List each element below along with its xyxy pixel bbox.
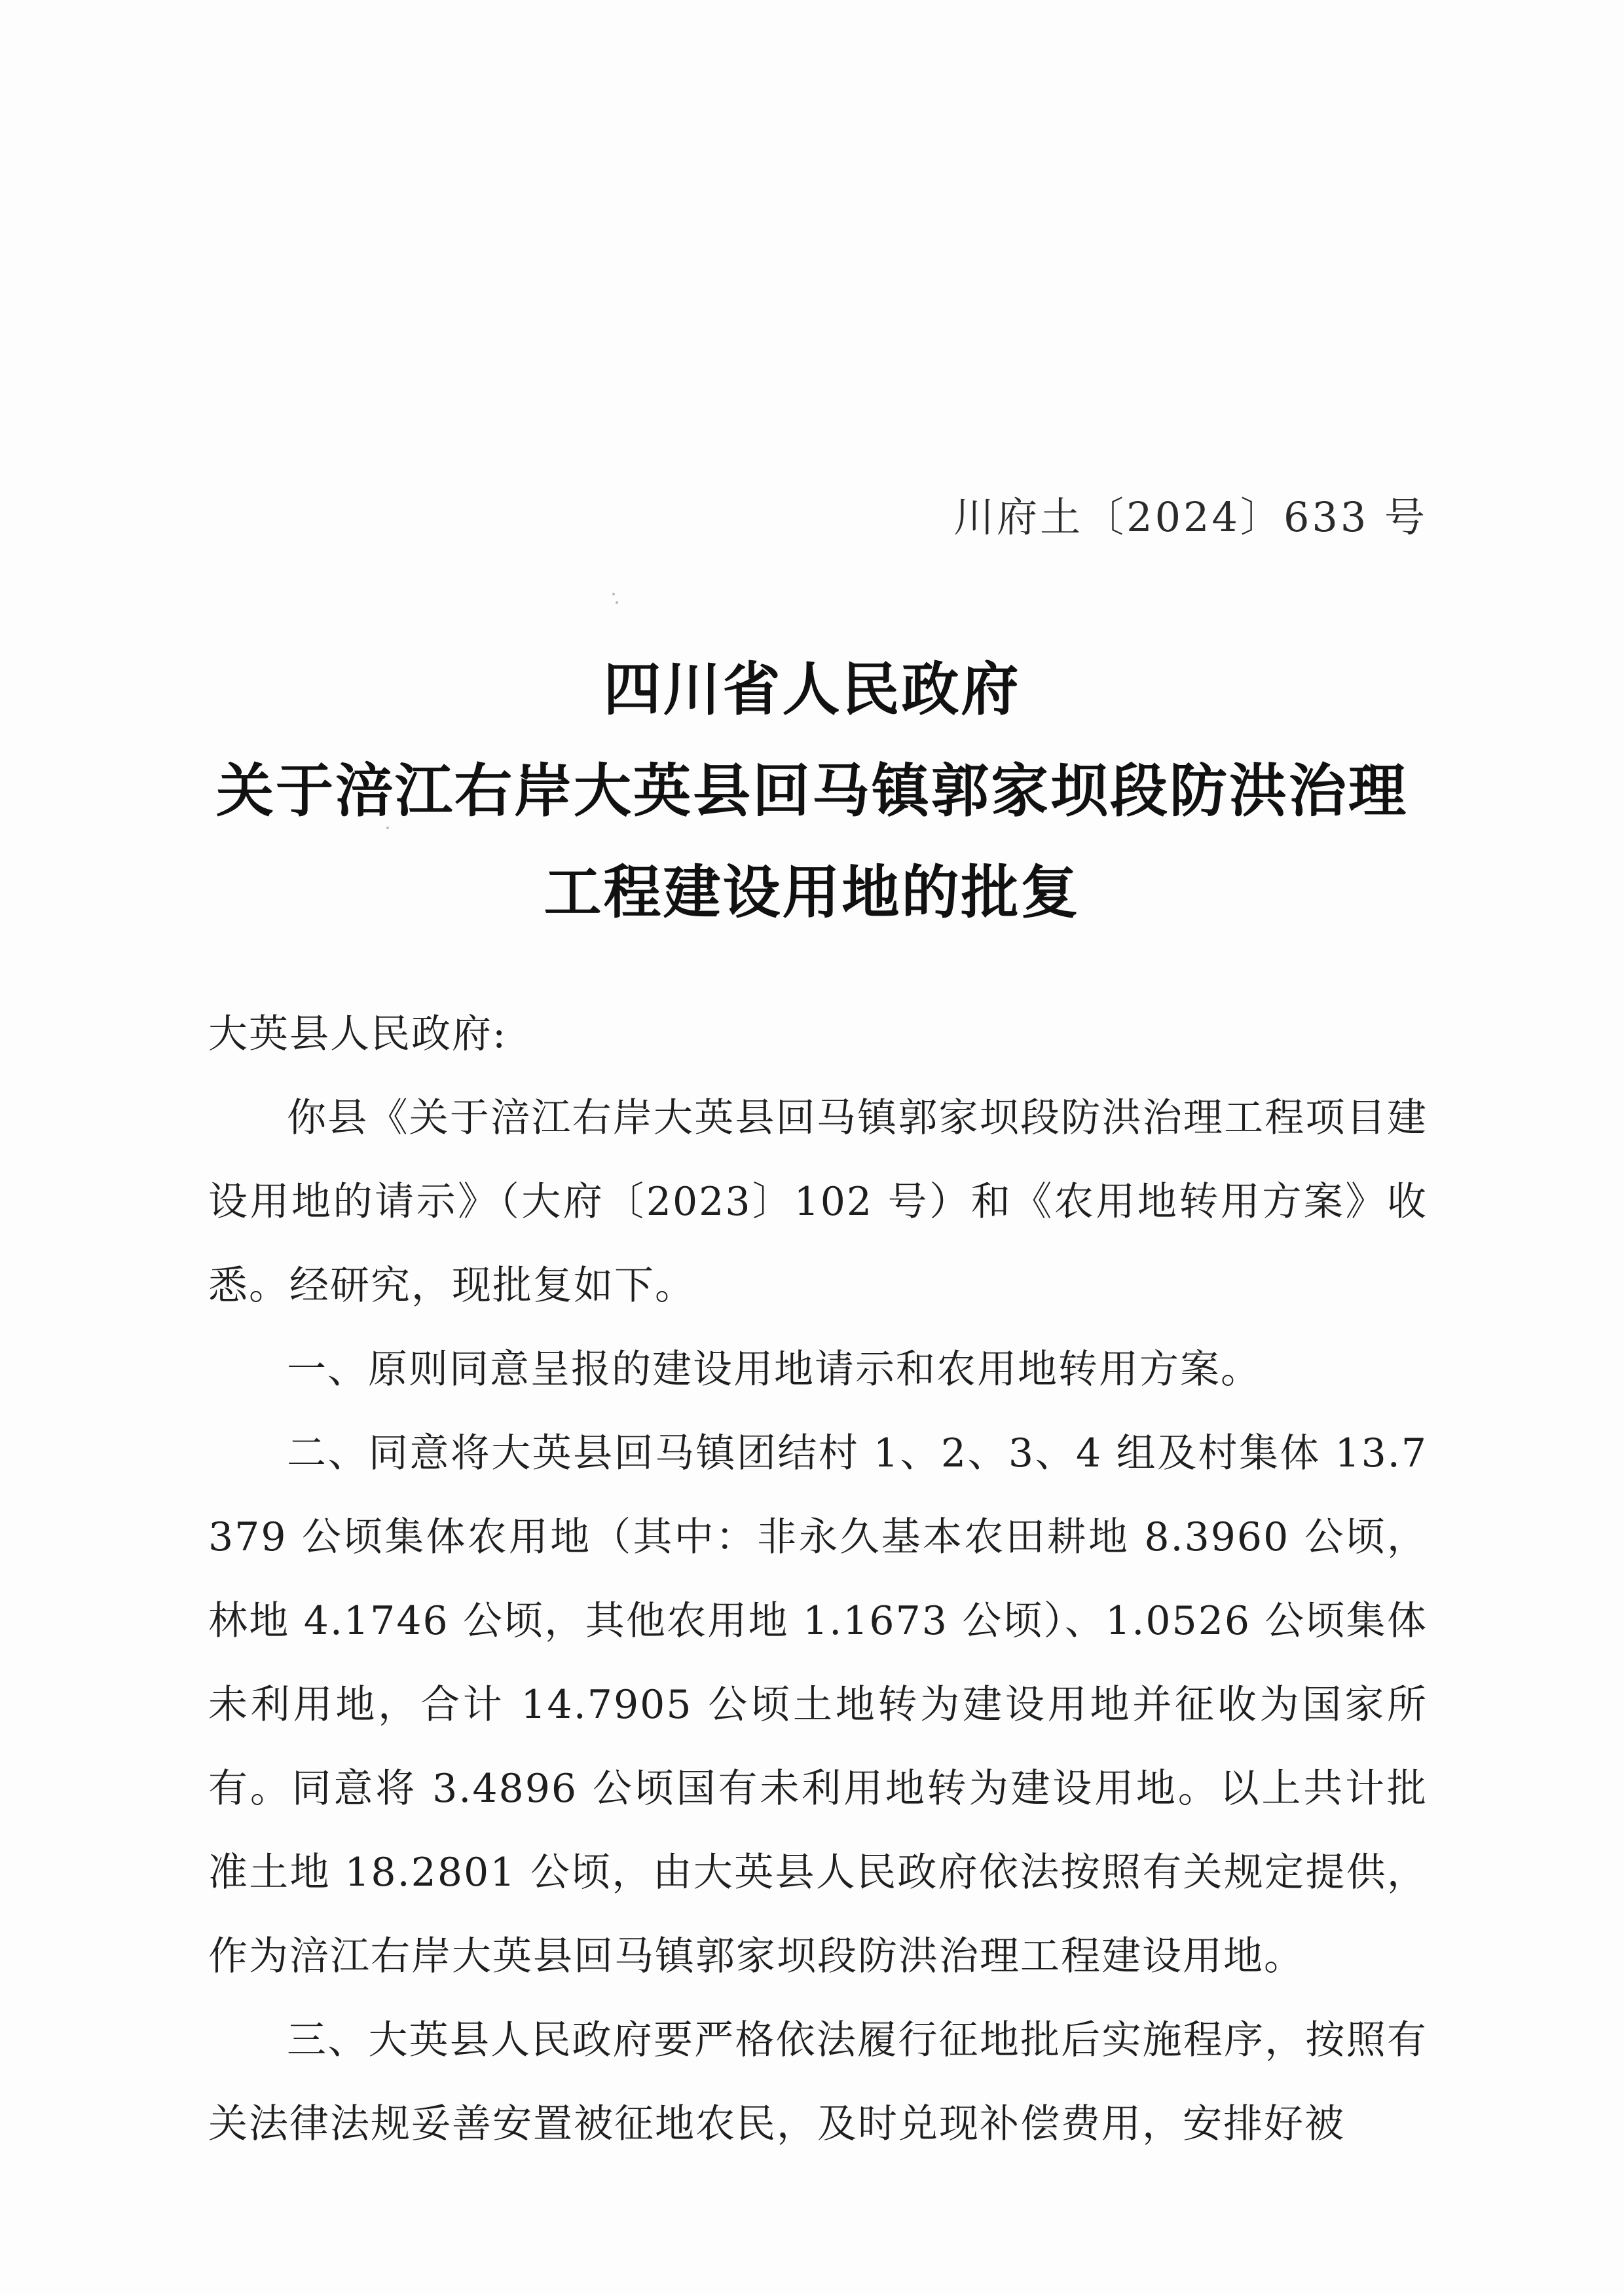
title-line-2: 关于涪江右岸大英县回马镇郭家坝段防洪治理 [215,757,1408,825]
scan-speck [616,601,618,604]
document-title [131,639,1493,943]
scan-speck [612,593,615,595]
paragraph-item-1: 一、原则同意呈报的建设用地请示和农用地转用方案。 [287,1347,1261,1392]
paragraph-intro: 你县《关于涪江右岸大英县回马镇郭家坝段防洪治理工程项目建设用地的请示》（大府〔2023〕102 号）和《农用地转用方案》收悉。经研究，现批复如下。 [208,1095,1428,1309]
scan-speck [386,827,389,829]
paragraph-item-3: 三、大英县人民政府要严格依法履行征地批后实施程序，按照有关法律法规妥善安置被征地农民，及时兑现补偿费用，安排好被 [208,2017,1428,2147]
title-line-3: 工程建设用地的批复 [544,859,1080,926]
document-number: 川府土〔2024〕633 号 [953,493,1428,541]
document-body [208,992,1428,2166]
salutation: 大英县人民政府: [208,1011,507,1057]
title-line-1: 四川省人民政府 [603,656,1021,723]
paragraph-item-2: 二、同意将大英县回马镇团结村 1、2、3、4 组及村集体 13.7379 公顷集体农用地（其中：非永久基本农田耕地 8.3960 公顷，林地 4.1746 公顷，其他农用地 1.1673 公顷）、1.0526 公顷集体未利用地，合计 14.7905 公顷土地转为建设用地并征收为国家所有。同意将 3.4896 公顷国有未利用地转为建设用地。以上共计批准土地 18.2801 公顷，由大英县人民政府依法按照有关规定提供，作为涪江右岸大英县回马镇郭家坝段防洪治理工程建设用地。 [208,1430,1428,1979]
